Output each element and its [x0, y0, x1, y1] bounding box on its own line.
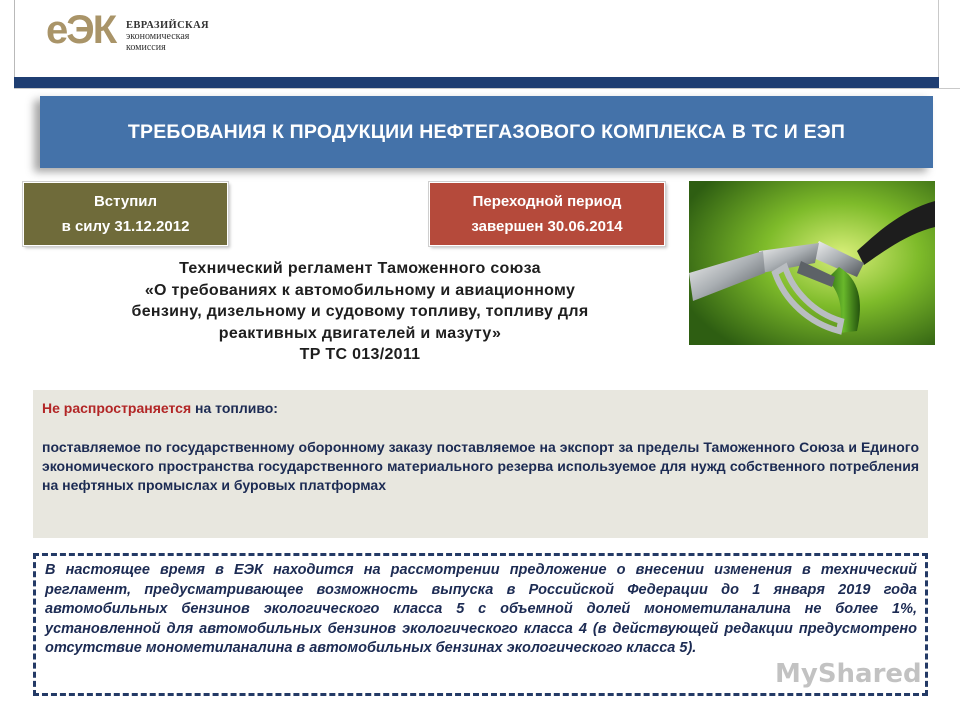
- header-divider-bottom: [14, 88, 960, 89]
- fuel-nozzle-image: [689, 181, 935, 345]
- exclusions-spacer: [42, 418, 919, 438]
- status-transition: [429, 182, 665, 246]
- regulation-title: [40, 258, 680, 366]
- page-title: ТРЕБОВАНИЯ К ПРОДУКЦИИ НЕФТЕГАЗОВОГО КОМПЛЕКСА В ТС И ЕЭП: [127, 120, 846, 143]
- exclusions-heading: [42, 399, 919, 418]
- exclusions-content: [42, 399, 919, 495]
- fuel-nozzle-illustration: [689, 181, 935, 345]
- regulation-code: ТР ТС 013/2011: [299, 346, 421, 363]
- exclusions-body: поставляемое по государственному оборонному заказу поставляемое на экспорт за пределы Таможенного Союза и Единого экономического пространства государственного материального резерва используемое для нужд собственного потребления на нефтяных промыслах и буровых платформах: [42, 439, 919, 493]
- status-in-force-line-2: в силу 31.12.2012: [61, 218, 190, 235]
- header-divider-left: [14, 0, 15, 88]
- logo-line-1: ЕВРАЗИЙСКАЯ: [126, 20, 210, 31]
- exclusions-heading-red: Не распространяется: [42, 400, 192, 416]
- header: [0, 0, 960, 90]
- proposal-note-text: В настоящее время в ЕЭК находится на рассмотрении предложение о внесении изменения в технический регламент, предусматривающее возможность выпуска в Российской Федерации до 1 января 2019 года автомобильных бензинов экологического класса 5 с объемной долей монометиланалина не более 1%, установленной для автомобильных бензинов экологического класса 4 (в действующей редакции предусмотрено отсутствие монометиланалина в автомобильных бензинах экологического класса 5).: [45, 562, 917, 656]
- exclusions-panel: [33, 390, 928, 538]
- regulation-line-3: бензину, дизельному и судовому топливу, топливу для: [131, 303, 589, 320]
- status-transition-line-1: Переходной период: [472, 193, 622, 210]
- logo-line-3: комиссия: [126, 42, 166, 53]
- status-in-force-line-1: Вступил: [93, 193, 158, 210]
- header-bar: [14, 77, 939, 88]
- logo-mark: еЭК: [46, 8, 116, 52]
- exclusions-heading-rest: на топливо:: [191, 400, 278, 416]
- regulation-line-1: Технический регламент Таможенного союза: [179, 260, 541, 277]
- status-in-force: [23, 182, 228, 246]
- logo-text: [126, 20, 209, 53]
- header-divider-right: [938, 0, 939, 80]
- title-banner: [40, 96, 933, 168]
- status-transition-line-2: завершен 30.06.2014: [471, 218, 623, 235]
- regulation-line-2: «О требованиях к автомобильному и авиационному: [144, 281, 576, 299]
- regulation-line-4: реактивных двигателей и мазуту»: [218, 324, 502, 342]
- watermark: MyShared: [775, 659, 922, 689]
- logo-line-2: экономическая: [126, 31, 190, 42]
